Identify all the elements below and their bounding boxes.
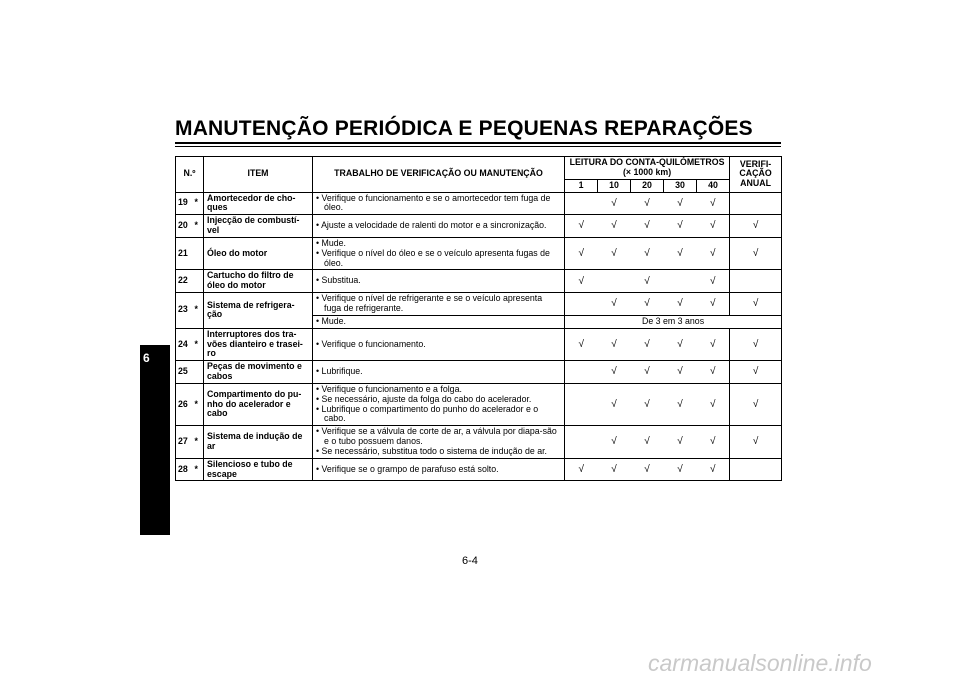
check-mark: √ <box>697 328 730 361</box>
check-mark: √ <box>565 237 598 270</box>
watermark: carmanualsonline.info <box>648 650 872 676</box>
check-mark: √ <box>598 293 631 316</box>
annual-check: √ <box>730 328 782 361</box>
check-mark: √ <box>598 361 631 384</box>
check-mark: √ <box>598 458 631 481</box>
check-mark: √ <box>664 192 697 215</box>
work-item: • Mude. <box>316 239 561 249</box>
check-mark: √ <box>664 237 697 270</box>
row-asterisk: * <box>195 215 204 238</box>
check-mark: √ <box>598 328 631 361</box>
check-mark: √ <box>697 270 730 293</box>
work-list <box>316 340 561 350</box>
row-number: 21 <box>176 237 195 270</box>
work-item: • Verifique o funcionamento. <box>316 340 561 350</box>
row-item: Interruptores dos tra- vões dianteiro e trasei- ro <box>204 328 313 361</box>
work-item: • Verifique o funcionamento e a folga. <box>316 385 561 395</box>
check-mark: √ <box>664 383 697 425</box>
chapter-number: 6 <box>143 351 150 365</box>
row-item: Injecção de combustí- vel <box>204 215 313 238</box>
row-work <box>313 293 565 316</box>
work-item: • Substitua. <box>316 276 561 286</box>
check-mark: √ <box>631 383 664 425</box>
work-list <box>316 367 561 377</box>
table-row <box>176 328 782 361</box>
work-item: • Mude. <box>316 317 561 327</box>
table-row <box>176 383 782 425</box>
title-rule <box>175 142 781 144</box>
row-number: 25 <box>176 361 195 384</box>
row-asterisk <box>195 270 204 293</box>
row-item: Compartimento do pu- nho do acelerador e cabo <box>204 383 313 425</box>
work-list <box>316 385 561 424</box>
row-item: Silencioso e tubo de escape <box>204 458 313 481</box>
row-item: Sistema de refrigera- ção <box>204 293 313 329</box>
annual-check: √ <box>730 426 782 459</box>
header-km-3: 30 <box>664 179 697 192</box>
check-mark: √ <box>697 215 730 238</box>
row-asterisk <box>195 237 204 270</box>
row-number: 20 <box>176 215 195 238</box>
check-mark: √ <box>631 328 664 361</box>
check-mark: √ <box>565 328 598 361</box>
check-mark: √ <box>598 192 631 215</box>
table-row <box>176 192 782 215</box>
check-mark: √ <box>565 270 598 293</box>
table-row <box>176 361 782 384</box>
row-work <box>313 361 565 384</box>
work-item: • Verifique o funcionamento e se o amortecedor tem fuga de óleo. <box>316 194 561 214</box>
check-mark: √ <box>664 361 697 384</box>
check-mark: √ <box>598 237 631 270</box>
row-work <box>313 192 565 215</box>
row-number: 24 <box>176 328 195 361</box>
check-mark: √ <box>697 426 730 459</box>
work-item: • Se necessário, substitua todo o sistema de indução de ar. <box>316 447 561 457</box>
check-mark <box>565 383 598 425</box>
work-item: • Ajuste a velocidade de ralenti do motor e a sincronização. <box>316 221 561 231</box>
work-list <box>316 239 561 269</box>
check-mark: √ <box>664 458 697 481</box>
table-row <box>176 237 782 270</box>
header-odometer <box>565 157 730 180</box>
check-mark: √ <box>697 361 730 384</box>
work-item: • Verifique se o grampo de parafuso está solto. <box>316 465 561 475</box>
check-mark: √ <box>664 293 697 316</box>
check-mark: √ <box>631 361 664 384</box>
check-mark <box>598 270 631 293</box>
work-list <box>316 276 561 286</box>
work-list <box>316 294 561 314</box>
work-item: • Lubrifique o compartimento do punho do acelerador e o cabo. <box>316 405 561 425</box>
check-mark: √ <box>631 293 664 316</box>
work-item: • Verifique o nível de refrigerante e se o veículo apresenta fuga de refrigerante. <box>316 294 561 314</box>
row-asterisk: * <box>195 426 204 459</box>
row-work <box>313 426 565 459</box>
check-mark <box>565 192 598 215</box>
work-item: • Lubrifique. <box>316 367 561 377</box>
annual-check <box>730 270 782 293</box>
check-mark: √ <box>565 215 598 238</box>
work-item: • Verifique se a válvula de corte de ar, a válvula por diapa-são e o tubo possuem danos. <box>316 427 561 447</box>
row-asterisk: * <box>195 383 204 425</box>
check-mark <box>565 293 598 316</box>
row-asterisk <box>195 361 204 384</box>
annual-check <box>730 192 782 215</box>
row-work <box>313 237 565 270</box>
work-list <box>316 221 561 231</box>
check-mark <box>565 426 598 459</box>
row-item: Óleo do motor <box>204 237 313 270</box>
table-row <box>176 458 782 481</box>
row-asterisk: * <box>195 192 204 215</box>
annual-check: √ <box>730 361 782 384</box>
row-asterisk: * <box>195 458 204 481</box>
row-item: Cartucho do filtro de óleo do motor <box>204 270 313 293</box>
row-work <box>313 215 565 238</box>
annual-check <box>730 458 782 481</box>
check-mark: √ <box>697 293 730 316</box>
header-odometer-unit: (× 1000 km) <box>622 166 672 177</box>
header-km-1: 10 <box>598 179 631 192</box>
check-mark: √ <box>631 270 664 293</box>
header-km-0: 1 <box>565 179 598 192</box>
chapter-tab <box>140 345 170 535</box>
row-number: 27 <box>176 426 195 459</box>
check-mark: √ <box>697 458 730 481</box>
check-mark: √ <box>598 215 631 238</box>
annual-check: √ <box>730 383 782 425</box>
interval-span: De 3 em 3 anos <box>565 315 782 328</box>
row-number: 22 <box>176 270 195 293</box>
row-work <box>313 315 565 328</box>
check-mark: √ <box>631 237 664 270</box>
check-mark: √ <box>565 458 598 481</box>
row-work <box>313 328 565 361</box>
header-work: TRABALHO DE VERIFICAÇÃO OU MANUTENÇÃO <box>313 157 565 193</box>
table-row <box>176 270 782 293</box>
maintenance-table <box>175 156 782 481</box>
check-mark <box>565 361 598 384</box>
row-item: Amortecedor de cho- ques <box>204 192 313 215</box>
check-mark: √ <box>631 426 664 459</box>
header-item: ITEM <box>204 157 313 193</box>
check-mark: √ <box>631 215 664 238</box>
work-list <box>316 317 561 327</box>
header-km-4: 40 <box>697 179 730 192</box>
check-mark: √ <box>697 237 730 270</box>
check-mark: √ <box>598 383 631 425</box>
check-mark: √ <box>664 426 697 459</box>
header-km-2: 20 <box>631 179 664 192</box>
row-item: Sistema de indução de ar <box>204 426 313 459</box>
check-mark <box>664 270 697 293</box>
annual-check: √ <box>730 293 782 316</box>
row-number: 26 <box>176 383 195 425</box>
work-item: • Se necessário, ajuste da folga do cabo do acelerador. <box>316 395 561 405</box>
check-mark: √ <box>664 215 697 238</box>
annual-check: √ <box>730 237 782 270</box>
row-work <box>313 270 565 293</box>
work-item: • Verifique o nível do óleo e se o veículo apresenta fugas de óleo. <box>316 249 561 269</box>
header-odometer-title: LEITURA DO CONTA-QUILÓMETROS <box>569 157 725 167</box>
work-list <box>316 427 561 457</box>
table-row <box>176 426 782 459</box>
check-mark: √ <box>664 328 697 361</box>
work-list <box>316 194 561 214</box>
check-mark: √ <box>697 192 730 215</box>
row-work <box>313 383 565 425</box>
page-title: MANUTENÇÃO PERIÓDICA E PEQUENAS REPARAÇÕES <box>175 117 753 140</box>
row-number: 23 <box>176 293 195 329</box>
page-number: 6-4 <box>462 555 478 567</box>
check-mark: √ <box>697 383 730 425</box>
row-item: Peças de movimento e cabos <box>204 361 313 384</box>
header-no: N.º <box>176 157 204 193</box>
row-asterisk: * <box>195 328 204 361</box>
row-asterisk: * <box>195 293 204 329</box>
table-row <box>176 293 782 316</box>
work-list <box>316 465 561 475</box>
row-work <box>313 458 565 481</box>
annual-check: √ <box>730 215 782 238</box>
check-mark: √ <box>631 458 664 481</box>
title-rule-thin <box>175 146 781 147</box>
row-number: 28 <box>176 458 195 481</box>
check-mark: √ <box>598 426 631 459</box>
table-row <box>176 215 782 238</box>
check-mark: √ <box>631 192 664 215</box>
row-number: 19 <box>176 192 195 215</box>
header-annual: VERIFI- CAÇÃO ANUAL <box>730 157 782 193</box>
